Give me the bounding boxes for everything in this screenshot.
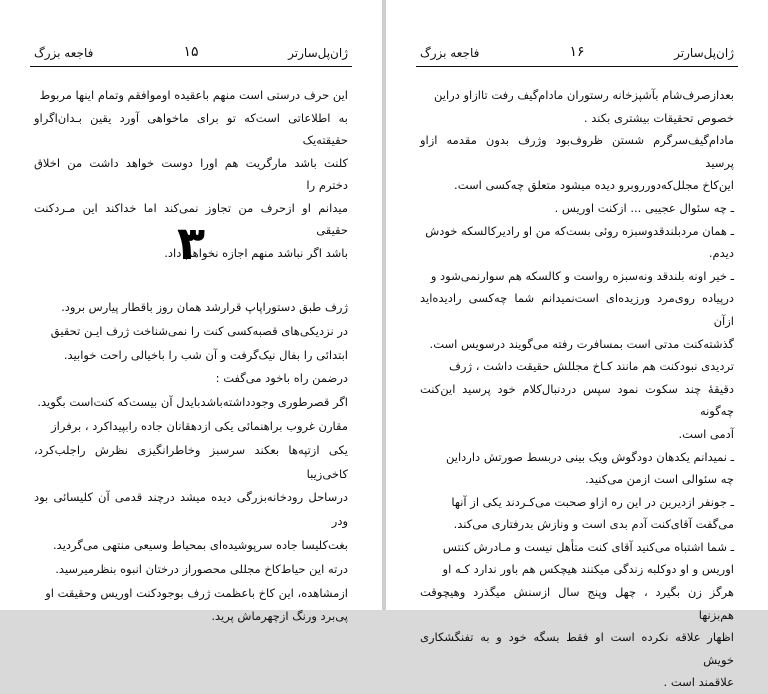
right-page-header xyxy=(420,44,734,66)
left-bottom-paragraphs xyxy=(34,296,348,629)
text-line: ـ نمیدانم یکدهان دودگوش ویک بینی دربسط صورتش دارداین xyxy=(446,449,734,464)
text-line: ـ همان مردبلندقدوسبزه روئی بست‌که من او رادیرکالسکه خودش xyxy=(425,223,734,238)
text-line: ـ شما اشتباه می‌کنید آقای کنت متأهل نیست و مـادرش کنتس xyxy=(442,539,734,554)
text-line: ـ جونفر ازدیرین در این ره ازاو صحبت می‌کـردند یکی از آنها xyxy=(451,494,734,509)
text-line: هرگز زن بگیرد ، چهل وپنج سال ازسنش میگذرد وهیچوقت هم‌بزنها xyxy=(420,585,734,622)
text-line: چه سئوالی است ازمن می‌کنید. xyxy=(585,472,734,487)
right-header-rule xyxy=(416,66,738,67)
left-header-author: ژان‌پل‌سارتر xyxy=(288,46,348,60)
text-line: دقیقهٔ چند سکوت نمود سپس دردنبال‌کلام خود پرسید این‌کنت چه‌گونه xyxy=(420,381,734,419)
text-line: دیدم. xyxy=(708,246,734,261)
text-line: ـ خیر اونه بلندقد ونه‌سبزه رواست و کالسکه هم سوارنمی‌شود و xyxy=(430,268,734,283)
text-line: درته این حیاط‌کاخ مجللی محصوراز درختان انبوه بنظرمیرسید. xyxy=(55,561,348,576)
text-line: درپیاده روی‌مرد ورزیده‌ای است‌نمیدانم شما چه‌کسی رادیده‌اید ازآن xyxy=(420,291,734,328)
left-page-header xyxy=(34,44,348,66)
text-line: ازمشاهده، این کاخ باعظمت ژرف بوجودکنت اوریس وحقیقت او xyxy=(45,585,348,600)
right-header-author: ژان‌پل‌سارتر xyxy=(674,46,734,60)
text-line: علاقمند است . xyxy=(663,675,734,690)
right-header-book-title: فاجعه بزرگ xyxy=(420,46,480,60)
text-line: درضمن راه باخود می‌گفت : xyxy=(215,371,348,386)
left-header-rule xyxy=(30,66,352,67)
right-page xyxy=(386,0,768,690)
text-line: اگر قصرطوری وجودداشته‌باشدبایدل آن بیست‌که کنت‌است بگوید. xyxy=(37,395,348,410)
text-line: به اطلاعاتی است‌که تو برای ماخواهی آورد یقین بـدان‌اگراو حقیقته‌یک xyxy=(34,110,348,147)
text-line: این‌کاخ مجلل‌که‌دورروبرو دیده میشود متعلق چه‌کسی است. xyxy=(454,178,734,193)
text-line: یکی ازتپه‌ها بعکند سرسبز وخاطرانگیزی نظرش راجلب‌کرد، کاخی‌زیبا xyxy=(34,442,348,481)
text-line: می‌گفت آقای‌کنت آدم بدی است و ونازش بدرفتاری می‌کند. xyxy=(453,517,734,532)
text-line: خصوص تحقیقات بیشتری بکند . xyxy=(583,110,734,125)
left-page xyxy=(0,0,382,624)
text-line: بعدازصرف‌شام بآشپزخانه رستوران مادام‌گیف رفت تاازاو دراین xyxy=(433,88,734,102)
text-line: تردیدی نبود‌کنت هم مانند کـاخ مجللش حقیقت داشت ، ژرف xyxy=(449,359,734,374)
text-line: میدانم او ازحرف من تجاوز نمی‌کند اما خداکند این مـردکنت حقیقی xyxy=(34,200,348,237)
text-line: بغت‌کلیسا جاده سرپوشیده‌ای بمحیاط وسیعی منتهی می‌گردید. xyxy=(53,537,348,552)
text-line: ابتدائی را بفال نیک‌گرفت و آن شب را باخیالی راحت خوابید. xyxy=(63,347,348,362)
text-line: گذشته‌کنت مدتی است بمسافرت رفته می‌گویند درسویس است. xyxy=(429,336,734,351)
text-line: کلنت باشد مارگریت هم اورا دوست خواهد داشت من اخلاق دخترم را xyxy=(34,155,348,192)
text-line: ژرف طبق دستوراپاپ قرارشد همان روز باقطار پیارس برود. xyxy=(61,300,348,314)
text-line: این حرف درستی است منهم باعقیده اوموافقم وتمام اینها مربوط xyxy=(39,88,348,102)
text-line: درساحل رودخانه‌بزرگی دیده میشد درچند قدمی آن کلیسائی بود ودر xyxy=(34,490,348,529)
left-header-book-title: فاجعه بزرگ xyxy=(34,46,94,60)
text-line: مادام‌گیف‌سرگرم شستن ظروف‌بود وژرف بدون مقدمه ازاو پرسید xyxy=(420,133,734,170)
text-line: در نزدیکی‌های قصبه‌کسی کنت را نمی‌شناخت ژرف ایـن تحقیق xyxy=(50,323,348,338)
right-paragraphs xyxy=(420,84,734,694)
text-line: مقارن غروب براهنمائی یکی ازدهقانان جاده رابپیداکرد ، برفراز xyxy=(51,418,348,433)
text-line: ـ چه سئوال عجیبی ... ازکنت اوریس . xyxy=(554,200,734,215)
text-line: اظهار علاقه نکرده است او فقط بسگه خود و به تفنگشکاری خویش xyxy=(420,630,734,667)
left-page-number: ۱۵ xyxy=(183,44,199,60)
text-line: اوریس و او دوکلبه‌ زندگی میکنند هیچکس هم باور ندارد کـه او xyxy=(442,562,734,577)
right-page-number: ۱۶ xyxy=(569,44,585,60)
chapter-number: ۳ xyxy=(176,216,206,270)
text-line: آدمی است. xyxy=(678,426,734,441)
text-line: پی‌برد ورنگ ازچهرماش پرید. xyxy=(211,609,348,624)
text-line: باشد اگر نباشد منهم اجازه نخواهم داد. xyxy=(164,245,348,260)
